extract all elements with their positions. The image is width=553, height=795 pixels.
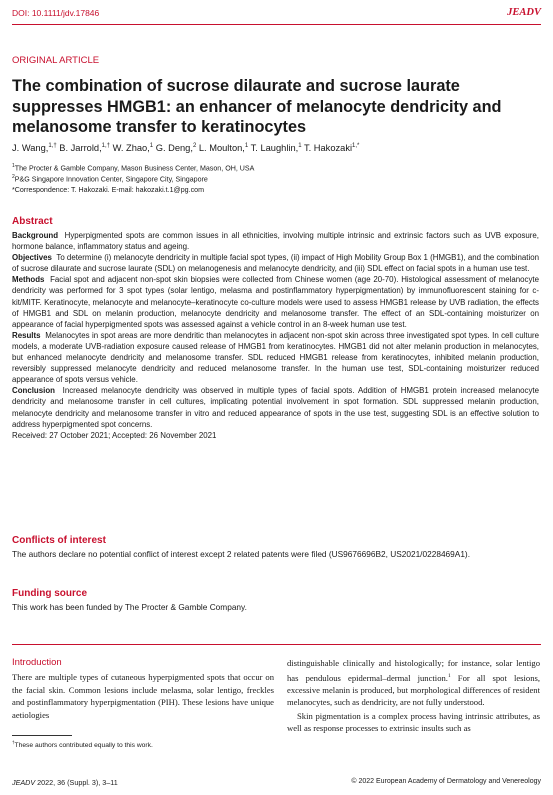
author[interactable]: B. Jarrold,$^{1,\dagger}$	[59, 143, 110, 154]
funding-heading: Funding source	[12, 588, 87, 599]
page-header	[12, 8, 541, 22]
footer-citation: JEADV 2022, 36 (Suppl. 3), 3–11	[12, 778, 118, 787]
intro-paragraph: There are multiple types of cutaneous hyperpigmented spots that occur on the facial skin. Common lesions include melasma, solar lentigo, freckles and postinflammatory hyperpigmentation (PIH). These lesions have unique aetiologies	[12, 672, 274, 720]
abstract-heading: Abstract	[12, 216, 53, 227]
abstract-background: Background Hyperpigmented spots are common issues in all ethnicities, involving multiple intrinsic and extrinsic factors such as UVB exposure, hormone balance, inflammatory status and ageing.	[12, 231, 540, 252]
footnote: †These authors contributed equally to this work.	[12, 740, 153, 750]
abstract-objectives: Objectives To determine (i) melanocyte dendricity in multiple facial spot types, (ii) impact of High Mobility Group Box 1 (HMGB1), and the combination of sucrose dilaurate and sucrose laurate (SDL) on melanogenesis and melanocyte dendricity, and (iii) SDL effect on facial spots in a human use test.	[12, 253, 539, 274]
abstract-results: Results Melanocytes in spot areas are more dendritic than melanocytes in adjacent non-spot skin across three investigated spot types. In cell culture models, a moderate UVB-radiation exposure caused release of HMGB1 from keratinocytes. HMGB1 did not alter melanin production in melanocytes, but enhanced melanocyte dendricity and melanosome transfer. SDL reduced HMGB1 release from keratinocytes, inhibited melanin production, reversibly suppressed melanocyte dendricity and reduced melanosome transfer. In the human use test, SDL-containing moisturizer reduced appearance of spots versus vehicle.	[12, 330, 539, 385]
intro-paragraph: distinguishable clinically and histologically; for instance, solar lentigo has pendulous epidermal–dermal junction.$^1$ For all spot lesions, excessive melanin is produced, but morphological differences of resident melanocytes, such as dendricity, are not fully understood.	[287, 658, 540, 708]
author[interactable]: W. Zhao,$^1$	[112, 143, 154, 154]
article-title: The combination of sucrose dilaurate and sucrose laurate suppresses HMGB1: an enhancer of melanocyte dendricity and melanosome transfer to keratinocytes	[12, 77, 502, 136]
conflicts-text: The authors declare no potential conflict of interest except 2 related patents were filed (US9676696B2, US2021/0228469A1).	[12, 549, 471, 559]
affiliation: $^2$P&G Singapore Innovation Center, Singapore City, Singapore	[12, 174, 208, 184]
funding-text: This work has been funded by The Procter & Gamble Company.	[12, 602, 247, 612]
footnote-rule	[12, 735, 72, 736]
abstract-conclusion: Conclusion Increased melanocyte dendricity was observed in multiple types of facial spots. Addition of HMGB1 protein increased melanocyte dendricity and melanosome transfer in cell cultures, implicating potential involvement in spot formation. SDL suppressed melanin production, melanocyte dendricity and melanosome transfer in vitro and reduced appearance of spots in the use test, suggesting SDL is an effective solution to address hyperpigmented spot concerns.	[12, 386, 540, 429]
intro-left-column	[12, 657, 274, 721]
received-dates: Received: 27 October 2021; Accepted: 26 November 2021	[12, 430, 217, 440]
intro-paragraph: Skin pigmentation is a complex process having intrinsic attributes, as well as response processes to extrinsic insults such as	[287, 710, 540, 734]
conflicts-heading: Conflicts of interest	[12, 535, 106, 546]
author[interactable]: T. Laughlin,$^1$	[250, 143, 302, 154]
author[interactable]: G. Deng,$^2$	[155, 143, 197, 154]
author[interactable]: L. Moulton,$^1$	[198, 143, 249, 154]
author[interactable]: J. Wang,$^{1,\dagger}$	[12, 143, 57, 154]
author[interactable]: T. Hakozaki$^{1,*}$	[303, 143, 360, 154]
author-list	[12, 143, 359, 153]
header-divider	[12, 24, 541, 25]
footer-copyright: © 2022 European Academy of Dermatology and Venereology	[351, 778, 541, 785]
correspondence: *Correspondence: T. Hakozaki. E-mail: hakozaki.t.1@pg.com	[12, 186, 204, 194]
affiliation: $^1$The Procter & Gamble Company, Mason Business Center, Mason, OH, USA	[12, 163, 255, 173]
journal-name: JEADV	[507, 7, 541, 18]
doi-link[interactable]: DOI: 10.1111/jdv.17846	[12, 8, 100, 18]
citation-ref[interactable]: 1	[447, 672, 451, 679]
abstract-section	[12, 216, 539, 441]
section-divider	[12, 644, 541, 645]
abstract-methods: Methods Facial spot and adjacent non-spot skin biopsies were collected from Chinese women (age 20-70). Histological assessment of melanocyte dendricity was performed for 3 spot types (solar lentigo, melasma and postinflammatory hyperpigmentation) by immunofluorescent staining for c-kit/MITF. Keratinocyte, melanocyte and melanocyte–keratinocyte co-culture models were used to assess HMGB1 release by UVB radiation, the effects of HMGB1 and SDL on melanin production, melanocyte dendricity and melanosome transfer. The effect of an SDL-containing moisturizer on appearance of facial hyperpigmented spots was assessed against a vehicle control in an 8-week human use test.	[12, 275, 539, 329]
intro-right-column	[287, 657, 540, 735]
introduction-heading: Introduction	[12, 657, 62, 668]
article-type-label: ORIGINAL ARTICLE	[12, 55, 100, 66]
